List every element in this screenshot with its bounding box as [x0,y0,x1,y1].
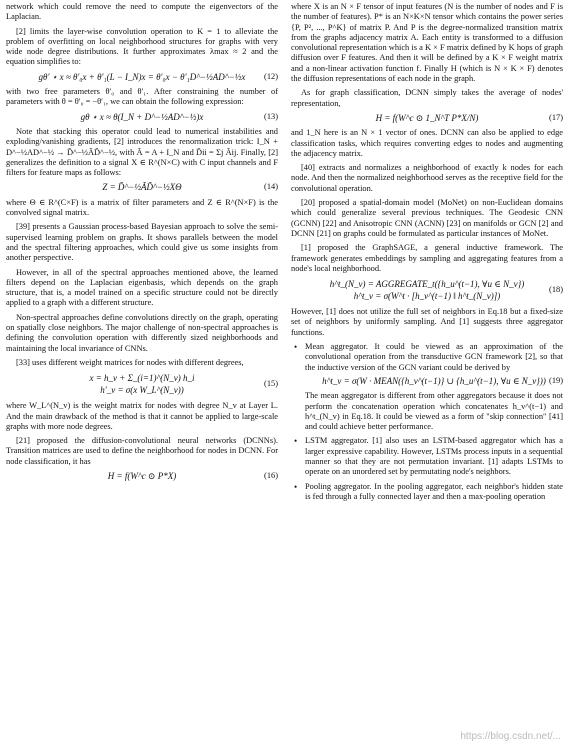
equation-number: (12) [264,71,278,81]
paragraph: network which could remove the need to compute the eigenvectors of the Laplacian. [6,2,278,22]
equation-14 [6,182,278,192]
paragraph: Non-spectral approaches define convolutions directly on the graph, operating on spatially close neighbors. The major challenge of non-spectral approaches is defining the convolution operation with differently sized neighborhoods and maintaining the local invariance of CNNs. [6,312,278,353]
paragraph: However, [1] does not utilize the full set of neighbors in Eq.18 but a fixed-size set of neighbors by uniformly sampling. And [1] suggests three aggregator functions. [291,307,563,337]
paragraph: [2] limits the layer-wise convolution operation to K = 1 to alleviate the problem of overfitting on local neighborhood structures for graphs with very wide node degree distributions. It further approximates λmax ≈ 2 and the equation simplifies to: [6,26,278,67]
equation-number: (16) [264,470,278,480]
paragraph: However, in all of the spectral approaches mentioned above, the learned filters depend on the Laplacian eigenbasis, which depends on the graph structure, that is, a model trained on a specific structure could not be directly applied to a graph with a different structure. [6,267,278,308]
equation-number: (14) [264,182,278,192]
paragraph: where Θ ∈ R^(C×F) is a matrix of filter parameters and Z ∈ R^(N×F) is the convolved signal matrix. [6,197,278,218]
paragraph: [33] uses different weight matrices for nodes with different degrees, [16,357,244,367]
list-item: • Pooling aggregator. In the pooling aggregator, each neighbor's hidden state is fed through a fully connected layer and then a max-pooling operation [305,482,563,503]
equation-17 [291,113,563,123]
equation-16 [6,471,278,481]
paragraph: [1] proposed the GraphSAGE, a general inductive framework. The framework generates embeddings by sampling and aggregating features from a node's local neighborhood. [291,243,563,273]
equation-body: H = f(W^c ⊙ P*X) [107,470,177,481]
paragraph: As for graph classification, DCNN simply takes the average of nodes' representation, [291,88,563,108]
paragraph: [20] proposed a spatial-domain model (MoNet) on non-Euclidean domains which could generalize several previous techniques. The Geodesic CNN (GCNN) [22] and Anisotropic CNN (ACNN) [23] on manifolds or GCN [2] and DCNN [21] on graphs could be formulated as particular instances of MoNet. [291,198,563,238]
left-column [6,2,278,486]
equation-number: (17) [549,112,563,122]
equation-body: x = h_v + Σ_(i=1)^(N_v) h_i [89,373,195,384]
equation-19 [305,376,563,386]
paragraph: and 1_N here is an N × 1 vector of ones. DCNN can also be applied to edge classification tasks, which requires converting edges to nodes and augmenting the adjacency matrix. [291,128,563,158]
watermark: https://blog.csdn.net/... [460,731,561,742]
equation-body: H = f(W^c ⊙ 1_N^T P*X/N) [375,112,479,123]
equation-body: h′_v = σ(x W_L^(N_v)) [100,385,184,396]
equation-number: (13) [264,111,278,121]
equation-18 [291,278,563,302]
equation-body: h^t_v = σ(W · MEAN({h_v^(t−1)} ∪ {h_u^(t−1), ∀u ∈ N_v})) [322,375,546,386]
paragraph: [21] proposed the diffusion-convolutional neural networks (DCNNs). Transition matrices are used to define the neighborhood for nodes in DCNN. For node classification, it has [6,436,278,466]
list-item [305,342,563,432]
paragraph: Note that stacking this operator could lead to numerical instabilities and exploding/vanishing gradients, [2] introduces the renormalization trick: I_N + D^−½AD^−½ → D̃^−½ÃD̃^−½, with Ã = A + I_N and D̃ii = Σj Ãij. Finally, [2] generalizes the definition to a signal X ∈ R^(N×C) with C input channels and F filters for feature maps as follows: [6,126,278,178]
paragraph: where X is an N × F tensor of input features (N is the number of nodes and F is the number of features). P* is an N×K×N tensor which contains the power series {P, P², ..., P^K} of matrix P. And P is the degree-normalized transition matrix from the graphs adjacency matrix A. Each entity is transformed to a diffusion convolutional representation which is a K × F matrix defined by K hops of graph diffusion over F features. And then it will be defined by a K × F weight matrix and a non-linear activation function f. Finally H (which is N × K × F) denotes the diffusion representations of each node in the graph. [291,2,563,84]
list-item-text: The mean aggregator is different from other aggregators because it does not perform the concatenation operation which concatenates h_v^(t−1) and h^t_(N_v) in Eq.18. It could be viewed as a form of "skip connection" [41] and could achieve better performance. [305,391,563,432]
aggregator-list [291,342,563,502]
paragraph: [39] presents a Gaussian process-based Bayesian approach to solve the semi-supervised learning problem on graphs. It shows parallels between the model and the spectral filtering approaches, which could give us some insights from another perspective. [6,222,278,263]
paragraph: where W_L^(N_v) is the weight matrix for nodes with degree N_v at Layer L. And the main drawback of the method is that it cannot be applied to large-scale graphs with more node degrees. [6,401,278,431]
equation-body: h^t_v = σ(W^t · [h_v^(t−1) ‖ h^t_(N_v)]) [353,291,501,302]
equation-number: (15) [264,379,278,389]
paragraph: with two free parameters θ′₀ and θ′₁. After constraining the number of parameters with θ = θ′₀ = −θ′₁, we can obtain the following expression: [6,87,278,107]
equation-number: (19) [549,375,563,385]
list-item-text: Mean aggregator. It could be viewed as an approximation of the convolutional operation from the transductive GCN framework [2], so that the inductive version of the GCN variant could be derived by [305,342,563,372]
equation-body: gθ ⋆ x ≈ θ(I_N + D^−½AD^−½)x [80,111,204,122]
equation-12 [6,72,278,82]
equation-13 [6,112,278,122]
equation-number: (18) [549,285,563,295]
list-item: • LSTM aggregator. [1] also uses an LSTM-based aggregator which has a larger expressive capability. However, LSTMs process inputs in a sequential manner so that they are not permutation invariant. [1] adapts LSTMs to operate on an unordered set by permutating node's neighbors. [305,436,563,477]
equation-15 [6,372,278,396]
equation-body: Z = D̃^−½ÃD̃^−½XΘ [102,182,182,193]
paragraph: [40] extracts and normalizes a neighborhood of exactly k nodes for each node. And then the normalized neighborhood serves as the receptive field for the convolutional operation. [291,163,563,193]
right-column [291,2,563,506]
equation-body: gθ′ ⋆ x ≈ θ′₀x + θ′₁(L − I_N)x = θ′₀x − θ′₁D^−½AD^−½x [38,71,246,82]
equation-body: h^t_(N_v) = AGGREGATE_t({h_u^(t−1), ∀u ∈ N_v}) [329,279,525,290]
